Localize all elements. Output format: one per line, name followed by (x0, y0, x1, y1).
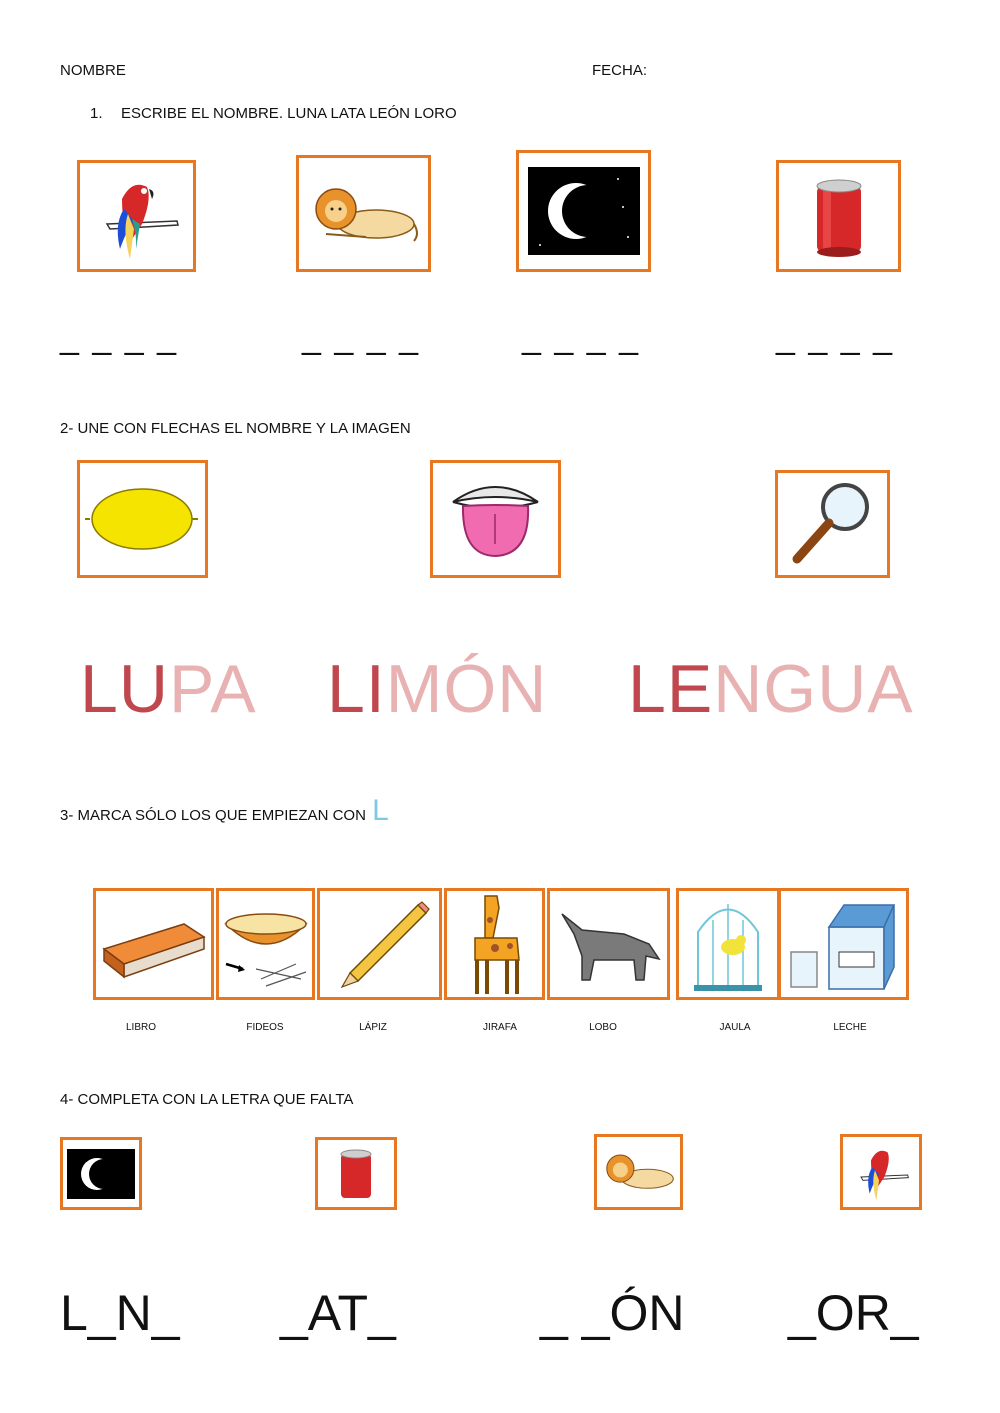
noodles-icon (216, 888, 315, 1000)
wolf-icon (547, 888, 670, 1000)
blank-3: _ _ _ _ (522, 318, 640, 356)
birdcage-icon (676, 888, 780, 1000)
lemon-icon (77, 460, 208, 578)
milk-icon (778, 888, 909, 1000)
soda-can-icon (315, 1137, 397, 1210)
blank-4: _ _ _ _ (776, 318, 894, 356)
blank-1: _ _ _ _ (60, 318, 178, 356)
lion-icon (594, 1134, 683, 1210)
word-limon: LIMÓN (327, 651, 548, 727)
date-label: FECHA: (592, 62, 648, 79)
section1-number: 1. (90, 105, 103, 122)
section2-instruction: 2- UNE CON FLECHAS EL NOMBRE Y LA IMAGEN (60, 420, 411, 437)
tongue-icon (430, 460, 561, 578)
fill-word-loro: _OR_ (788, 1285, 919, 1341)
section4-instruction: 4- COMPLETA CON LA LETRA QUE FALTA (60, 1091, 354, 1108)
section3-instruction: 3- MARCA SÓLO LOS QUE EMPIEZAN CON L (60, 794, 389, 827)
magnifier-icon (775, 470, 890, 578)
word-lengua: LENGUA (628, 651, 914, 727)
section1-instruction: ESCRIBE EL NOMBRE. LUNA LATA LEÓN LORO (121, 105, 457, 122)
caption-jirafa: JIRAFA (483, 1022, 517, 1033)
parrot-icon (840, 1134, 922, 1210)
moon-icon (60, 1137, 142, 1210)
caption-fideos: FIDEOS (246, 1022, 284, 1033)
name-label: NOMBRE (60, 62, 126, 79)
highlight-letter: L (372, 794, 389, 827)
parrot-icon (77, 160, 196, 272)
book-icon (93, 888, 214, 1000)
fill-word-luna: L_N_ (60, 1285, 180, 1341)
pencil-icon (317, 888, 442, 1000)
giraffe-icon (444, 888, 545, 1000)
caption-lapiz: LÁPIZ (359, 1022, 387, 1033)
caption-lobo: LOBO (589, 1022, 617, 1033)
soda-can-icon (776, 160, 901, 272)
blank-2: _ _ _ _ (302, 318, 420, 356)
word-lupa: LUPA (80, 651, 257, 727)
moon-icon (516, 150, 651, 272)
fill-word-lata: _AT_ (280, 1285, 396, 1341)
fill-word-leon: _ _ÓN (540, 1285, 685, 1341)
lion-icon (296, 155, 431, 272)
caption-leche: LECHE (833, 1022, 867, 1033)
caption-jaula: JAULA (719, 1022, 751, 1033)
caption-libro: LIBRO (125, 1022, 156, 1033)
